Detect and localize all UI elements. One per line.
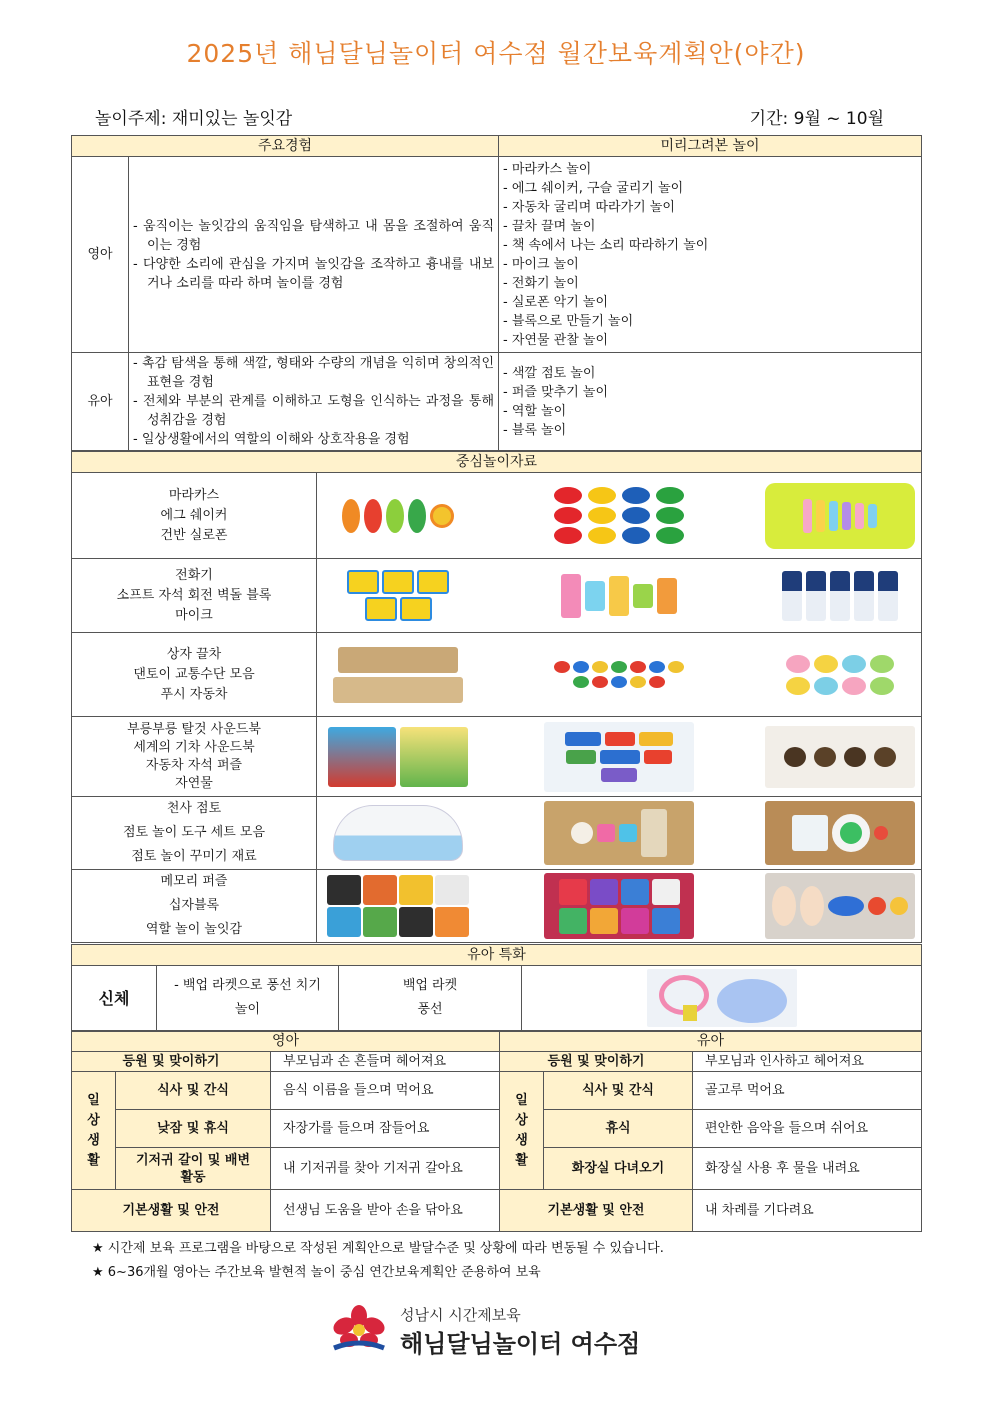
play-item: - 자동차 굴리며 따라가기 놀이 <box>503 199 675 215</box>
pinecones-photo <box>765 726 915 788</box>
experience-item: - 촉감 탐색을 통해 색깔, 형태와 수량의 개념을 익히며 창의적인 표현을 경험 <box>133 356 495 390</box>
memory-puzzle-photo <box>323 873 473 939</box>
routine-text: 골고루 먹어요 <box>693 1072 922 1110</box>
maracas-photo <box>323 481 473 551</box>
materials-photos <box>317 633 922 717</box>
play-item: - 끌차 끌며 놀이 <box>503 218 596 234</box>
infant-experiences <box>129 157 499 353</box>
experience-item: - 움직이는 놀잇감의 움직임을 탐색하고 내 몸을 조절하여 움직이는 경험 <box>133 218 495 253</box>
daily-life-label: 일상생활 <box>72 1072 116 1190</box>
toddler-plays <box>499 353 922 451</box>
routine-text: 음식 이름을 들으며 먹어요 <box>271 1072 500 1110</box>
experience-item: - 일상생활에서의 역할의 이해와 상호작용을 경험 <box>133 432 410 447</box>
footnote: ★ 6~36개월 영아는 주간보육 발현적 놀이 중심 연간보육계획안 준용하여 보육 <box>92 1265 541 1280</box>
toddler-routine-header: 유아 <box>500 1032 922 1052</box>
page-title: 2025년 해님달님놀이터 여수점 월간보육계획안(야간) <box>186 39 806 68</box>
toddler-label: 유아 <box>72 353 129 451</box>
routine-text: 내 기저귀를 찾아 기저귀 갈아요 <box>271 1148 500 1190</box>
materials-photos <box>317 473 922 559</box>
routine-label: 기본생활 및 안전 <box>72 1190 271 1232</box>
sound-books-photo <box>323 725 473 789</box>
logo-name: 해님달님놀이터 여수점 <box>400 1330 641 1358</box>
materials-photos <box>317 797 922 870</box>
magnetic-blocks-photo <box>544 566 694 626</box>
toy-phone-photo <box>323 566 473 626</box>
special-category: 신체 <box>72 966 157 1031</box>
material-name: 점토 놀이 도구 세트 모음 <box>122 825 266 840</box>
routine-label: 화장실 다녀오기 <box>544 1148 693 1190</box>
org-logo <box>328 1304 698 1356</box>
clay-decor-photo <box>765 801 915 865</box>
play-item: - 실로폰 악기 놀이 <box>503 294 609 310</box>
routine-text: 부모님과 손 흔들며 헤어져요 <box>271 1052 500 1072</box>
clay-tub-photo <box>323 800 473 866</box>
material-name: 자연물 <box>175 775 213 791</box>
infant-label: 영아 <box>72 157 129 353</box>
vehicle-set-photo <box>544 642 694 708</box>
clay-tools-photo <box>544 801 694 865</box>
material-name: 천사 점토 <box>166 801 222 816</box>
play-item: - 퍼즐 맞추기 놀이 <box>503 384 609 400</box>
routine-label: 식사 및 간식 <box>116 1072 271 1110</box>
material-name: 건반 실로폰 <box>160 527 228 543</box>
logo-subtitle: 성남시 시간제보육 <box>400 1306 521 1324</box>
seongnam-city-emblem-icon <box>328 1304 390 1354</box>
play-item: - 전화기 놀이 <box>503 275 579 291</box>
play-item: - 블록 놀이 <box>503 422 567 438</box>
routine-text: 부모님과 인사하고 헤어져요 <box>693 1052 922 1072</box>
routine-label: 기본생활 및 안전 <box>500 1190 693 1232</box>
material-name: 전화기 <box>175 567 213 583</box>
play-item: - 마이크 놀이 <box>503 256 579 272</box>
play-item: - 마라카스 놀이 <box>503 161 592 177</box>
materials-table <box>71 451 922 943</box>
toddler-experiences <box>129 353 499 451</box>
material-name: 소프트 자석 회전 벽돌 블록 <box>116 587 272 603</box>
routine-label: 식사 및 간식 <box>544 1072 693 1110</box>
play-item: - 색깔 점토 놀이 <box>503 365 596 381</box>
material-name: 부릉부릉 탈것 사운드북 <box>127 721 261 737</box>
materials-names <box>72 797 317 870</box>
material-name: 백업 라켓 <box>402 978 458 993</box>
routine-text: 선생님 도움을 받아 손을 닦아요 <box>271 1190 500 1232</box>
infant-routine-header: 영아 <box>72 1032 500 1052</box>
material-name: 점토 놀이 꾸미기 재료 <box>131 849 257 864</box>
push-car-photo <box>765 642 915 708</box>
play-item: - 역할 놀이 <box>503 403 567 419</box>
play-item: - 블록으로 만들기 놀이 <box>503 313 634 329</box>
materials-names <box>72 633 317 717</box>
material-name: 풍선 <box>417 1002 443 1017</box>
material-name: 마이크 <box>175 607 213 623</box>
special-photo-cell <box>522 966 922 1031</box>
materials-names <box>72 717 317 797</box>
material-name: 십자블록 <box>168 898 220 913</box>
routine-label: 낮잠 및 휴식 <box>116 1110 271 1148</box>
play-item: - 자연물 관찰 놀이 <box>503 332 609 348</box>
materials-photos <box>317 559 922 633</box>
microphone-photo <box>765 566 915 626</box>
routine-text: 자장가를 들으며 잠들어요 <box>271 1110 500 1148</box>
toddler-special-header: 유아 특화 <box>72 945 922 966</box>
routine-label: 등원 및 맞이하기 <box>72 1052 271 1072</box>
main-experience-header: 주요경험 <box>72 136 499 157</box>
daily-life-label: 일상생활 <box>500 1072 544 1190</box>
special-materials <box>339 966 522 1031</box>
materials-photos <box>317 870 922 943</box>
play-item: - 책 속에서 나는 소리 따라하기 놀이 <box>503 237 709 253</box>
material-name: 역할 놀이 놀잇감 <box>145 922 243 937</box>
special-activity: - 백업 라켓으로 풍선 치기 놀이 <box>157 966 339 1031</box>
experience-table <box>71 135 922 451</box>
experience-item: - 다양한 소리에 관심을 가지며 놀잇감을 조작하고 흉내를 내보거나 소리를 따라 하며 놀이를 경험 <box>133 256 495 291</box>
material-name: 세계의 기차 사운드북 <box>133 739 255 755</box>
materials-names <box>72 473 317 559</box>
routine-text: 화장실 사용 후 물을 내려요 <box>693 1148 922 1190</box>
material-name: 댄토이 교통수단 모음 <box>133 666 255 682</box>
material-name: 마라카스 <box>168 487 220 503</box>
material-name: 상자 끌차 <box>166 646 222 662</box>
center-materials-header: 중심놀이자료 <box>72 452 922 473</box>
material-name: 에그 쉐이커 <box>160 507 228 523</box>
experience-item: - 전체와 부분의 관계를 이해하고 도형을 인식하는 과정을 통해 성취감을 경험 <box>133 394 495 428</box>
material-name: 푸시 자동차 <box>160 686 228 702</box>
footnote: ★ 시간제 보육 프로그램을 바탕으로 작성된 계획안으로 발달수준 및 상황에 따라 변동될 수 있습니다. <box>92 1241 664 1256</box>
racket-balloon-photo <box>647 969 797 1027</box>
role-play-photo <box>765 873 915 939</box>
egg-shaker-photo <box>544 481 694 551</box>
materials-names <box>72 559 317 633</box>
routine-label: 등원 및 맞이하기 <box>500 1052 693 1072</box>
material-name: 메모리 퍼즐 <box>160 874 228 889</box>
play-item: - 에그 쉐이커, 구슬 굴리기 놀이 <box>503 180 684 196</box>
routine-label: 휴식 <box>544 1110 693 1148</box>
play-topic: 놀이주제: 재미있는 놀잇감 <box>95 109 293 129</box>
routine-text: 편안한 음악을 들으며 쉬어요 <box>693 1110 922 1148</box>
materials-names <box>72 870 317 943</box>
material-name: 자동차 자석 퍼즐 <box>145 757 243 773</box>
routine-table <box>71 1031 922 1232</box>
special-table <box>71 944 922 1031</box>
materials-photos <box>317 717 922 797</box>
routine-text: 내 차례를 기다려요 <box>693 1190 922 1232</box>
planned-play-header: 미리그려본 놀이 <box>499 136 922 157</box>
cross-blocks-photo <box>544 873 694 939</box>
infant-plays <box>499 157 922 353</box>
plan-period: 기간: 9월 ~ 10월 <box>749 109 884 129</box>
routine-label: 기저귀 갈이 및 배변 활동 <box>116 1148 271 1190</box>
xylophone-photo <box>765 483 915 549</box>
box-cart-photo <box>323 642 473 708</box>
car-magnet-puzzle-photo <box>544 722 694 792</box>
